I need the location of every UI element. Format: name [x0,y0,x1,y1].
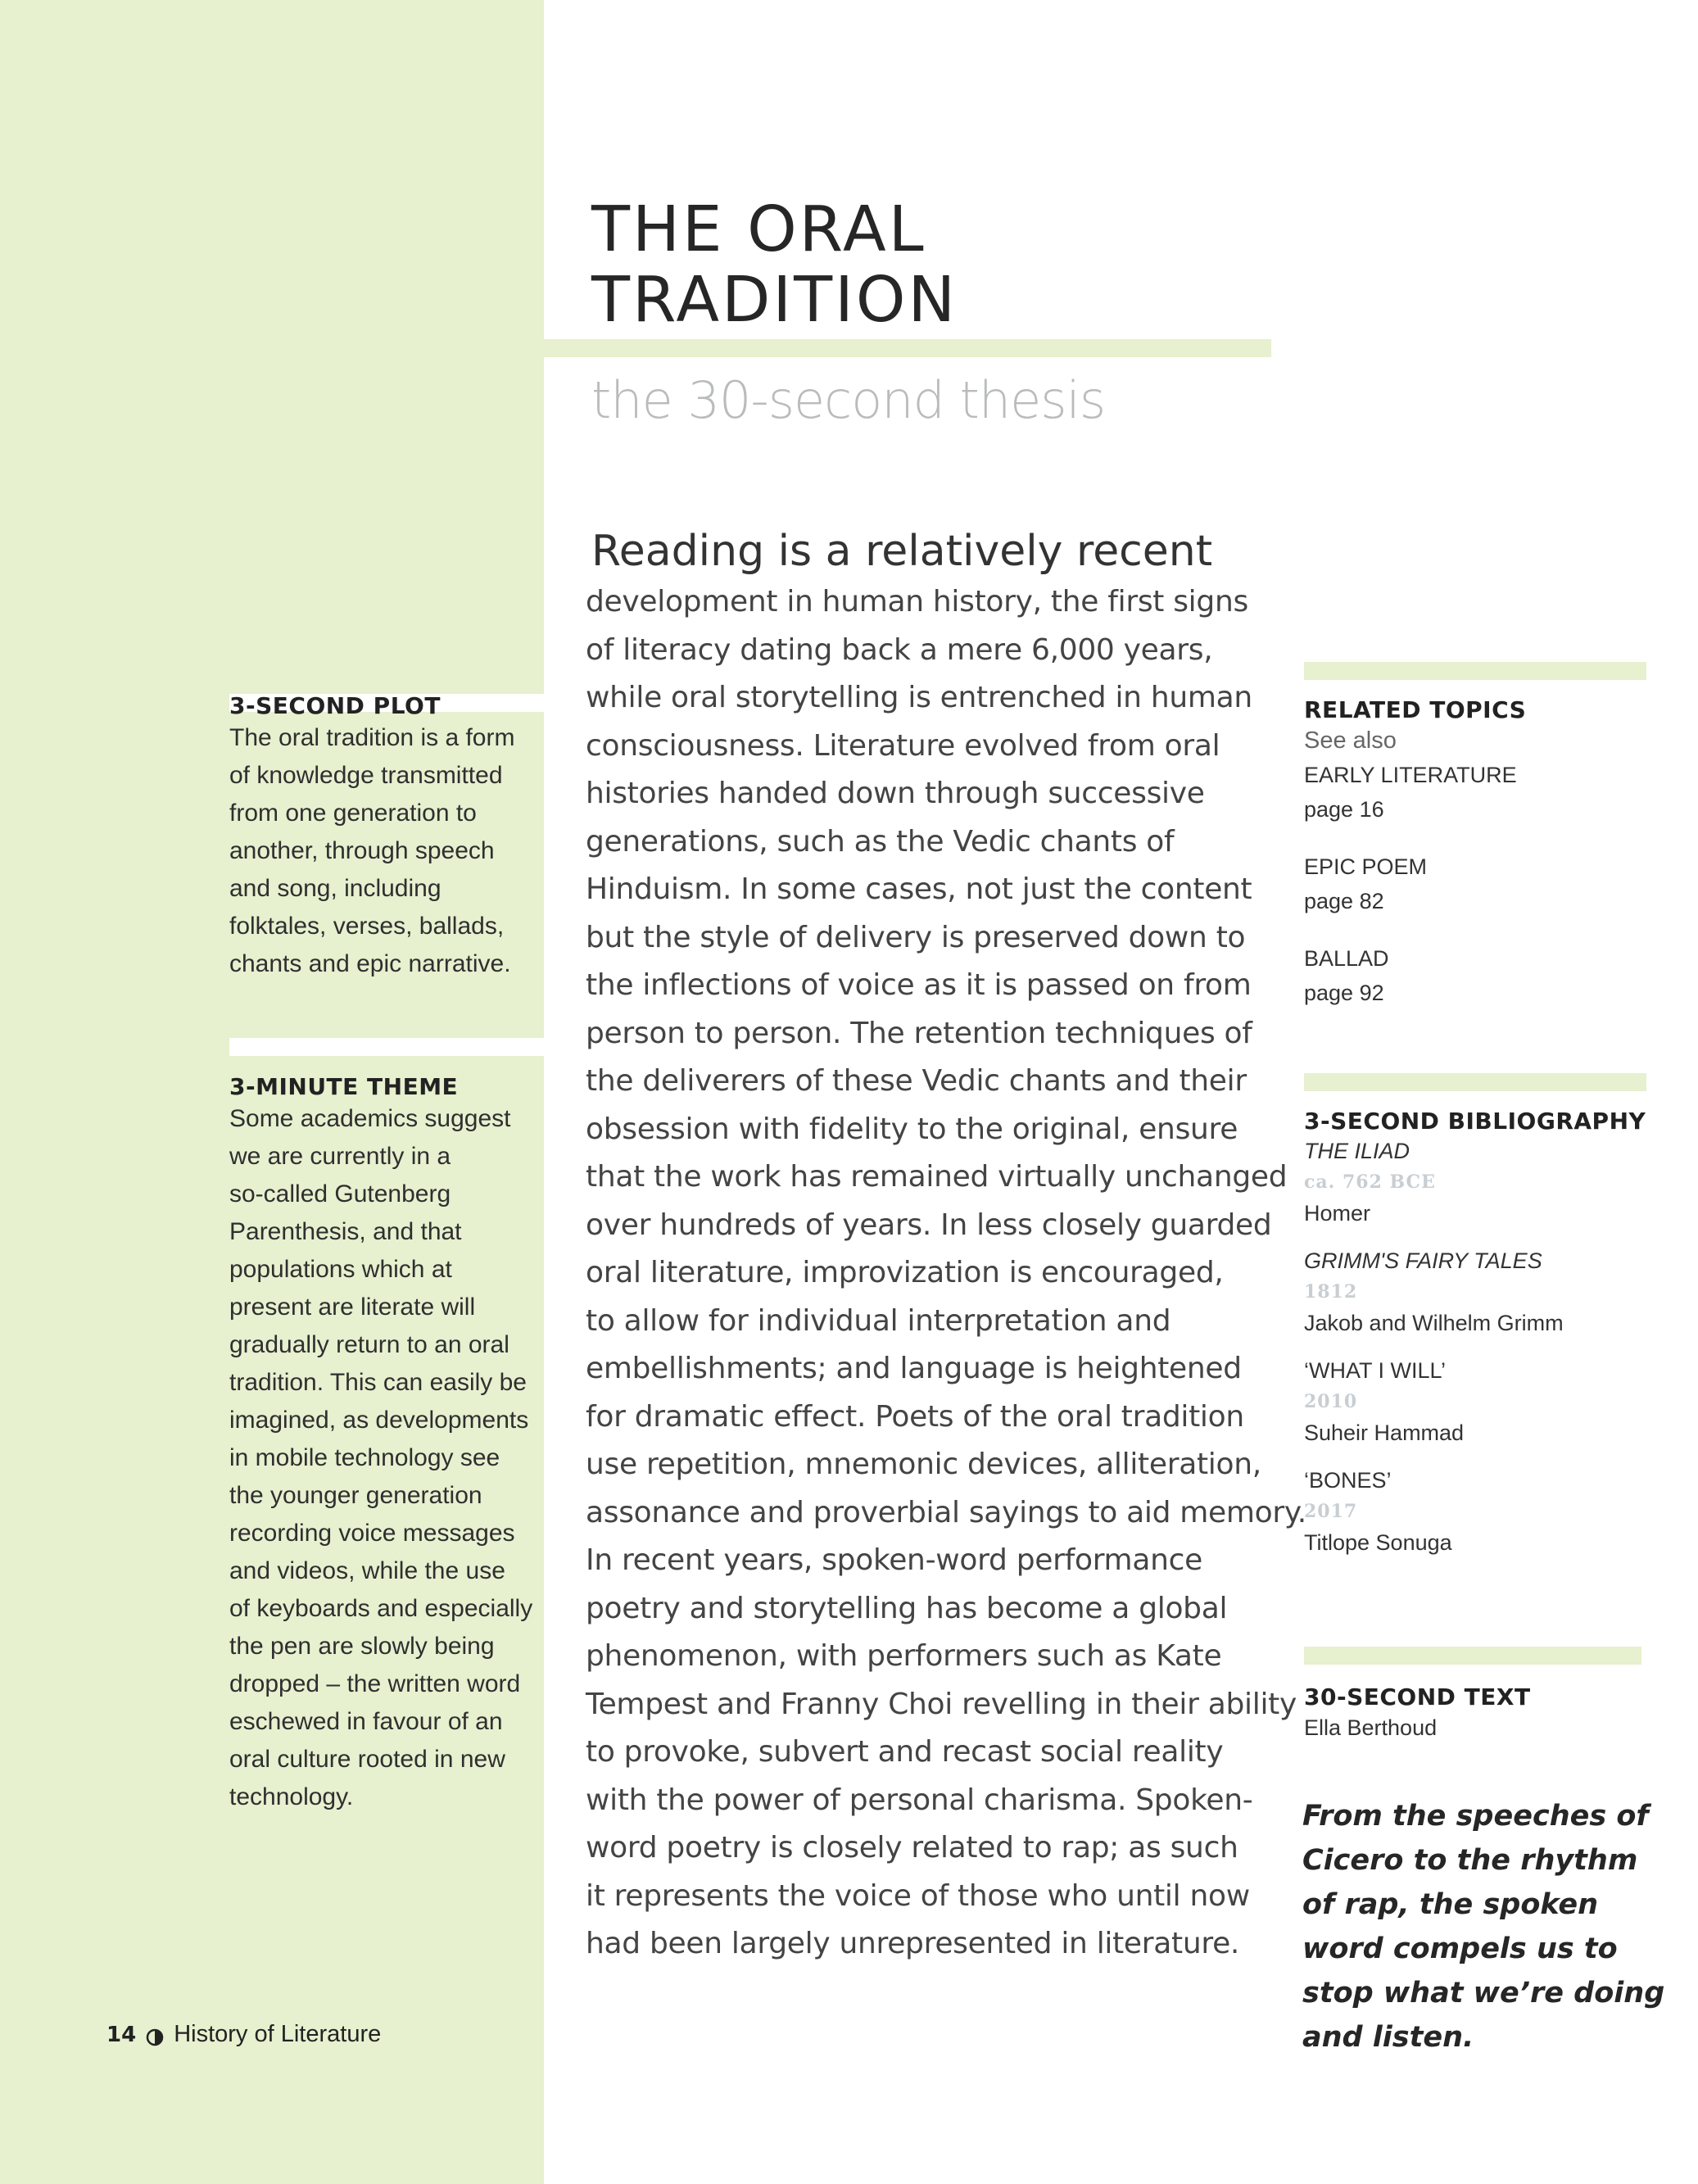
plot-line: of knowledge transmitted [229,762,503,789]
thesis-line: for dramatic effect. Poets of the oral tradition [586,1399,1244,1434]
theme-line: dropped – the written word [229,1670,521,1697]
title-line: TRADITION [591,264,958,337]
theme-line: present are literate will [229,1294,476,1321]
title-underline-bar [544,339,1271,357]
thesis-line: poetry and storytelling has become a global [586,1591,1228,1625]
thesis-line: assonance and proverbial sayings to aid memory. [586,1495,1306,1529]
thesis-line: development in human history, the first signs [586,585,1248,618]
thesis-line: person to person. The retention techniques of [586,1016,1252,1050]
theme-line: Some academics suggest [229,1105,511,1132]
page-number: 14 [106,2022,137,2047]
see-also-label: See also [1304,727,1397,754]
theme-line: eschewed in favour of an [229,1708,503,1735]
section-name: History of Literature [174,2021,382,2047]
bibliography-entry [1304,1135,1664,1230]
topic-link[interactable]: EPIC POEM [1304,854,1428,879]
thesis-line: while oral storytelling is entrenched in human [586,681,1252,714]
bib-title: ‘WHAT I WILL’ [1304,1358,1447,1383]
thesis-lead: Reading is a relatively recent [591,527,1213,576]
theme-line: we are currently in a [229,1143,451,1170]
thesis-line: Hinduism. In some cases, not just the content [586,872,1252,906]
page-title [591,195,1247,336]
bibliography-heading: 3-SECOND BIBLIOGRAPHY [1304,1108,1646,1135]
theme-line: gradually return to an oral [229,1331,509,1358]
author-heading: 30-SECOND TEXT [1304,1683,1531,1710]
bibliography-separator [1304,1073,1646,1091]
bib-date: ca. 762 BCE [1304,1171,1436,1193]
thesis-body [586,578,1306,1969]
theme-line: in mobile technology see [229,1444,500,1471]
quote-line: and listen. [1302,2021,1474,2054]
related-separator [1304,662,1646,680]
thesis-line: the inflections of voice as it is passed on from [586,968,1252,1002]
theme-line: so-called Gutenberg [229,1180,451,1208]
theme-line: populations which at [229,1256,452,1283]
theme-line: and videos, while the use [229,1557,505,1584]
theme-line: technology. [229,1783,354,1810]
quote-line: stop what we’re doing [1302,1977,1665,2010]
thesis-line: of literacy dating back a mere 6,000 years, [586,632,1213,667]
theme-line: of keyboards and especially [229,1595,533,1622]
thesis-line: obsession with fidelity to the original, ensure [586,1112,1238,1146]
bibliography-entry [1304,1244,1664,1339]
topic-link[interactable]: BALLAD [1304,946,1389,971]
author-name: Ella Berthoud [1304,1715,1438,1740]
related-topic [1304,758,1664,827]
thesis-line: had been largely unrepresented in literature. [586,1927,1240,1960]
title-line: THE ORAL [591,193,926,266]
half-circle-icon [146,2026,164,2044]
bib-title: ‘BONES’ [1304,1468,1392,1493]
bib-author: Homer [1304,1201,1371,1226]
bibliography-entry [1304,1464,1664,1559]
plot-text [229,719,524,983]
related-topic [1304,941,1664,1010]
bib-author: Suheir Hammad [1304,1421,1465,1445]
quote-line: From the speeches of [1302,1800,1649,1833]
theme-line: oral culture rooted in new [229,1746,505,1773]
topic-page: page 16 [1304,797,1384,822]
quote-line: Cicero to the rhythm [1302,1844,1638,1877]
related-heading: RELATED TOPICS [1304,696,1527,723]
page-footer [106,2021,381,2048]
bib-title: GRIMM'S FAIRY TALES [1304,1248,1542,1273]
plot-line: another, through speech [229,837,495,864]
theme-separator [229,1038,544,1056]
thesis-line: phenomenon, with performers such as Kate [586,1639,1222,1673]
thesis-line: the deliverers of these Vedic chants and their [586,1064,1247,1098]
plot-line: from one generation to [229,800,477,827]
plot-line: chants and epic narrative. [229,950,511,977]
thesis-line: generations, such as the Vedic chants of [586,824,1175,859]
author-separator [1304,1647,1641,1665]
thesis-line: it represents the voice of those who until now [586,1878,1250,1913]
related-topics-section [1304,696,1664,1033]
thesis-line: word poetry is closely related to rap; as such [586,1831,1238,1865]
bibliography-entry [1304,1354,1664,1449]
bibliography-section [1304,1108,1664,1574]
thesis-line: but the style of delivery is preserved down to [586,920,1246,954]
plot-line: The oral tradition is a form [229,724,515,751]
plot-heading: 3-SECOND PLOT [229,692,441,719]
theme-section [229,1073,533,1816]
theme-line: Parenthesis, and that [229,1218,462,1245]
bib-title: THE ILIAD [1304,1139,1410,1163]
theme-line: tradition. This can easily be [229,1369,527,1396]
quote-line: word compels us to [1302,1933,1618,1965]
bib-date: 2017 [1304,1501,1358,1522]
thesis-line: use repetition, mnemonic devices, alliteration, [586,1448,1261,1481]
pull-quote [1302,1794,1665,2059]
thesis-line: histories handed down through successive [586,777,1205,810]
bib-date: 2010 [1304,1391,1358,1412]
thesis-line: consciousness. Literature evolved from oral [586,728,1220,763]
theme-heading: 3-MINUTE THEME [229,1073,459,1100]
theme-line: imagined, as developments [229,1407,529,1434]
thesis-line: over hundreds of years. In less closely guarded [586,1208,1272,1242]
related-topic [1304,850,1664,918]
thesis-line: Tempest and Franny Choi revelling in their ability [586,1687,1297,1721]
thesis-line: to provoke, subvert and recast social reality [586,1735,1224,1769]
quote-line: of rap, the spoken [1302,1888,1599,1921]
thesis-label: the 30-second thesis [591,370,1106,430]
bib-date: 1812 [1304,1281,1358,1303]
thesis-line: with the power of personal charisma. Spoken- [586,1783,1253,1817]
theme-line: recording voice messages [229,1520,515,1547]
theme-line: the younger generation [229,1482,482,1509]
topic-page: page 82 [1304,889,1384,913]
thesis-line: oral literature, improvization is encouraged, [586,1256,1224,1289]
topic-link[interactable]: EARLY LITERATURE [1304,763,1517,787]
theme-line: the pen are slowly being [229,1633,495,1660]
thesis-line: In recent years, spoken-word performance [586,1543,1202,1577]
plot-section [229,692,524,983]
theme-text [229,1100,533,1816]
thesis-line: embellishments; and language is heightened [586,1352,1242,1385]
thesis-line: that the work has remained virtually unchanged [586,1160,1288,1194]
author-section [1304,1683,1664,1745]
topic-page: page 92 [1304,981,1384,1005]
plot-line: and song, including [229,875,441,902]
bib-author: Titlope Sonuga [1304,1530,1452,1555]
plot-line: folktales, verses, ballads, [229,913,505,940]
bib-author: Jakob and Wilhelm Grimm [1304,1311,1564,1335]
thesis-line: to allow for individual interpretation and [586,1303,1171,1338]
